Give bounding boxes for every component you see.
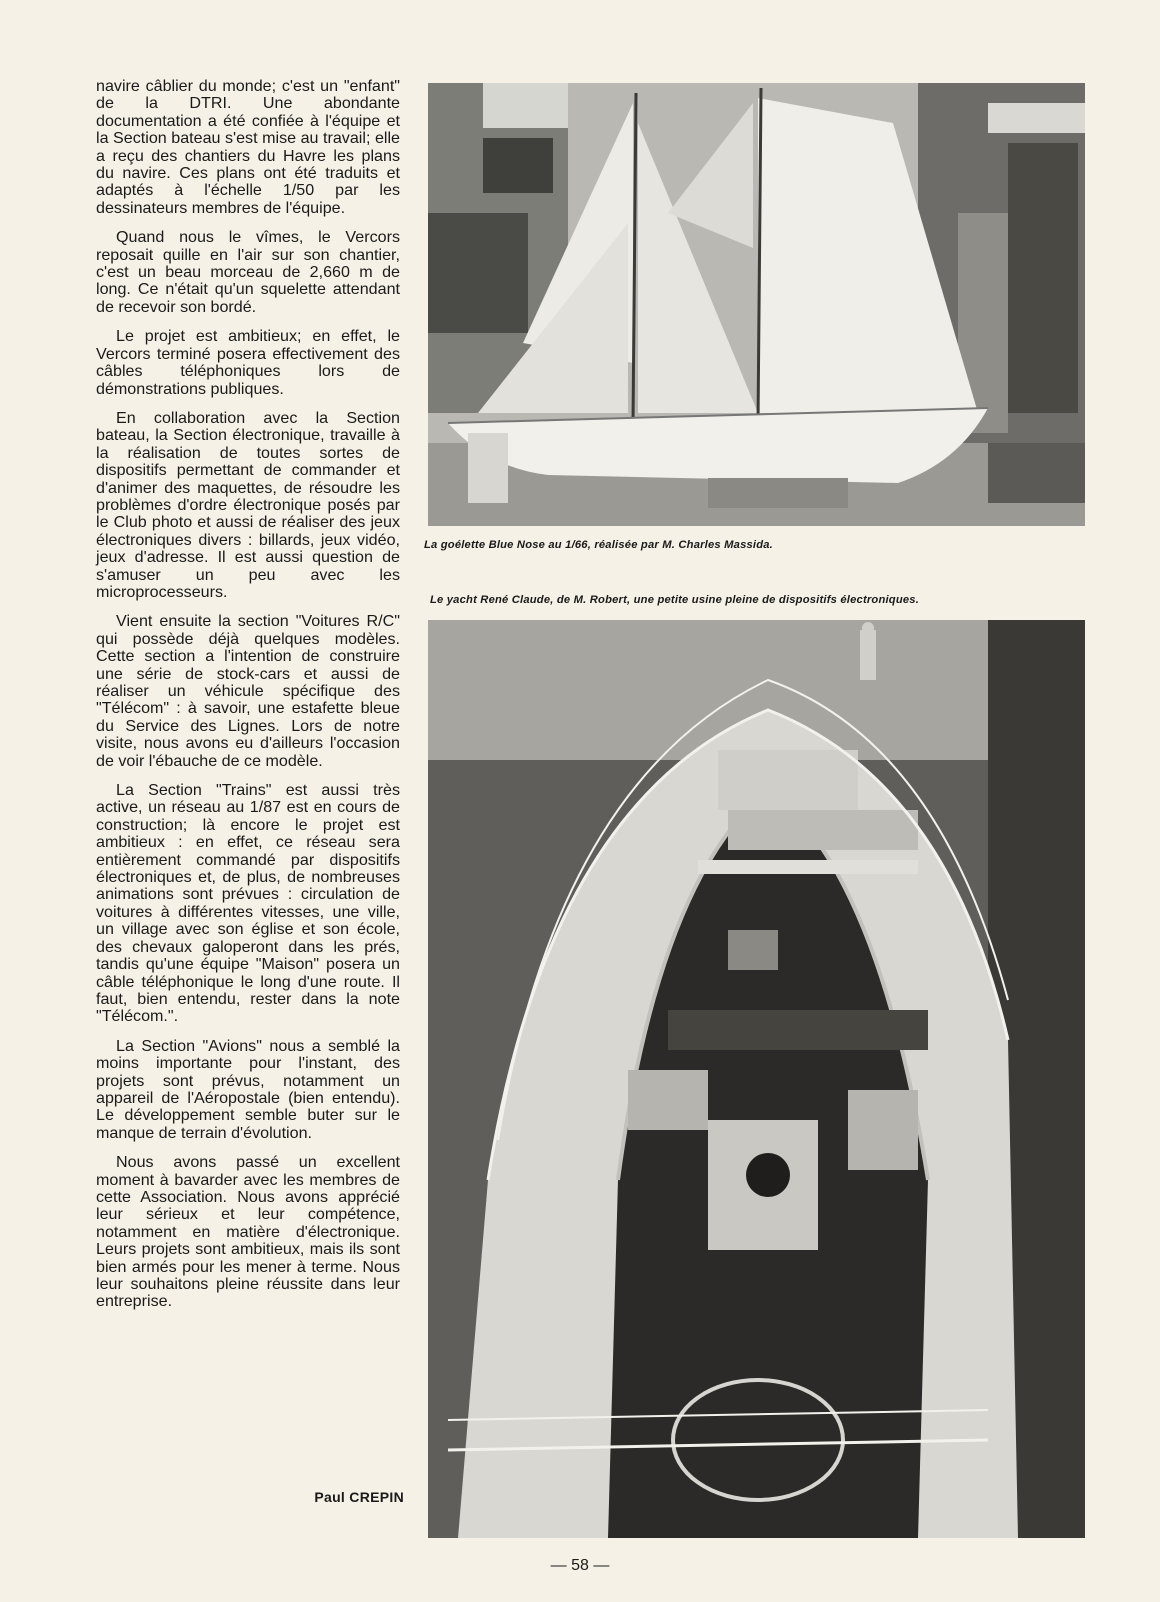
article-paragraph: Nous avons passé un excellent moment à bavarder avec les membres de cette Association. Nous avons apprécié leur sérieux et leur compétence, notamment en matière d'électronique. Leurs projets sont ambitieux, mais ils sont bien armés pour les mener à terme. Nous leur souhaitons pleine réussite dans leur entreprise.: [96, 1153, 400, 1311]
article-paragraph: Vient ensuite la section "Voitures R/C" qui possède déjà quelques modèles. Cette section a l'intention de construire une série de stock-cars et aussi de réaliser un véhicule spécifique des "Télécom" : à savoir, une estafette bleue du Service des Lignes. Lors de notre visite, nous avons eu d'ailleurs l'occasion de voir l'ébauche de ce modèle.: [96, 612, 400, 770]
yacht-caption: Le yacht René Claude, de M. Robert, une petite usine pleine de dispositifs électroniques.: [430, 594, 920, 606]
author-signature: Paul CREPIN: [314, 1489, 404, 1505]
yacht-photo: [428, 620, 1085, 1538]
article-column: [96, 78, 400, 1323]
schooner-photo: [428, 83, 1085, 526]
article-paragraph: La Section "Avions" nous a semblé la moins importante pour l'instant, des projets sont prévus, notamment un appareil de l'Aéropostale (bien entendu). Le développement semble buter sur le manque de terrain d'évolution.: [96, 1036, 400, 1142]
article-paragraph: En collaboration avec la Section bateau, la Section électronique, travaille à la réalisation de toutes sortes de dispositifs permettant de commander et d'animer des maquettes, de résoudre les problèmes d'ordre électronique posés par le Club photo et aussi de réaliser des jeux électroniques divers : billards, jeux vidéo, jeux d'adresse. Il est aussi question de s'amuser un peu avec les microprocesseurs.: [96, 408, 400, 601]
schooner-caption: La goélette Blue Nose au 1/66, réalisée par M. Charles Massida.: [424, 539, 773, 551]
article-paragraph: La Section "Trains" est aussi très active, un réseau au 1/87 est en cours de construction; là encore le projet est ambitieux : en effet, ce réseau sera entièrement commandé par dispositifs électroniques et, de plus, de nombreuses animations sont prévues : circulation de voitures à différentes vitesses, une ville, un village avec son église et son école, des chevaux galoperont dans les prés, tandis qu'une équipe "Maison" posera un câble téléphonique le long d'une route. Il faut, bien entendu, rester dans la note "Télécom.".: [96, 781, 400, 1026]
article-paragraph: Quand nous le vîmes, le Vercors reposait quille en l'air sur son chantier, c'est un beau morceau de 2,660 m de long. Ce n'était qu'un squelette attendant de recevoir son bordé.: [96, 228, 400, 316]
article-paragraph: Le projet est ambitieux; en effet, le Vercors terminé posera effectivement des câbles téléphoniques lors de démonstrations publiques.: [96, 327, 400, 398]
article-paragraph: navire câblier du monde; c'est un "enfant" de la DTRI. Une abondante documentation a été confiée à l'équipe et la Section bateau s'est mise au travail; elle a reçu des chantiers du Havre les plans du navire. Ces plans ont été traduits et adaptés à l'échelle 1/50 par les dessinateurs membres de l'équipe.: [96, 77, 400, 217]
page-number: — 58 —: [550, 1557, 610, 1574]
